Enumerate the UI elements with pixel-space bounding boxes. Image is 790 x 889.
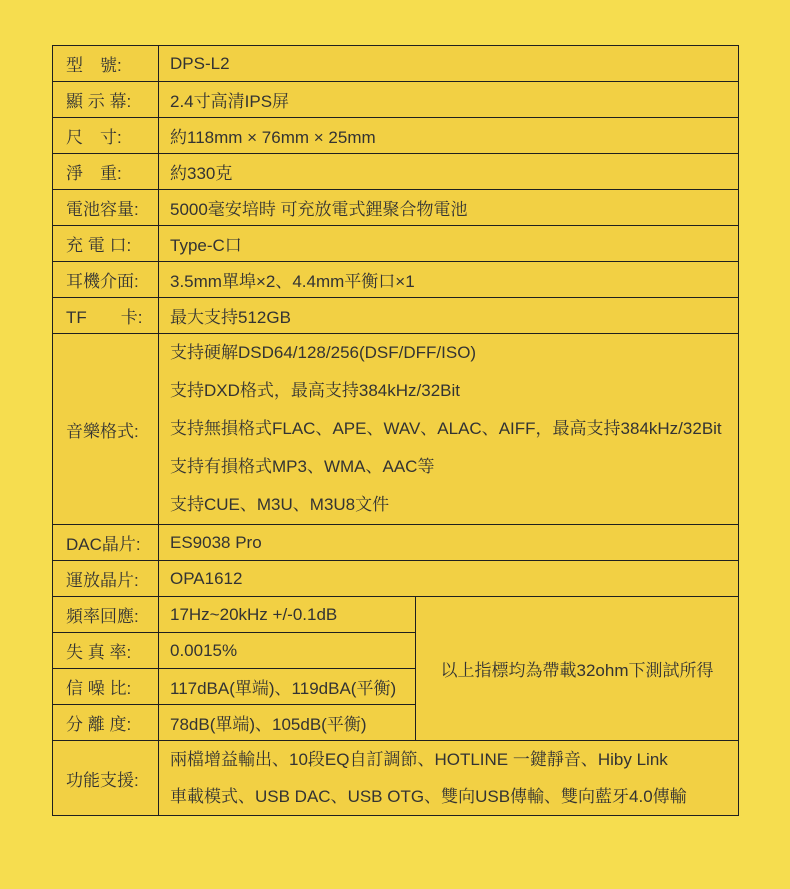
label-distortion: 失 真 率: — [53, 633, 159, 669]
value-frequency-response: 17Hz~20kHz +/-0.1dB — [159, 597, 416, 633]
value-battery: 5000毫安培時 可充放電式鋰聚合物電池 — [159, 190, 739, 226]
spec-row-opamp-chip — [53, 561, 739, 597]
functions-line: 兩檔增益輸出、10段EQ自訂調節、HOTLINE 一鍵靜音、Hiby Link — [170, 750, 668, 769]
label-weight: 淨 重: — [53, 154, 159, 190]
label-music-format: 音樂格式: — [53, 334, 159, 525]
spec-table — [52, 45, 739, 816]
spec-row-frequency-response — [53, 597, 739, 633]
value-separation: 78dB(單端)、105dB(平衡) — [159, 705, 416, 741]
label-functions: 功能支援: — [53, 741, 159, 816]
value-weight: 約330克 — [159, 154, 739, 190]
value-opamp-chip: OPA1612 — [159, 561, 739, 597]
value-music-format — [159, 334, 739, 525]
label-model: 型 號: — [53, 46, 159, 82]
value-dac-chip: ES9038 Pro — [159, 525, 739, 561]
spec-row-headphone-jacks — [53, 262, 739, 298]
value-display: 2.4寸高清IPS屏 — [159, 82, 739, 118]
spec-row-display — [53, 82, 739, 118]
spec-row-functions — [53, 741, 739, 816]
label-headphone-jacks: 耳機介面: — [53, 262, 159, 298]
music-format-line: 支持DXD格式，最高支持384kHz/32Bit — [170, 381, 461, 400]
music-format-line: 支持有損格式MP3、WMA、AAC等 — [170, 457, 435, 476]
spec-row-charging-port — [53, 226, 739, 262]
spec-row-tf-card — [53, 298, 739, 334]
value-charging-port: Type-C口 — [159, 226, 739, 262]
spec-row-weight — [53, 154, 739, 190]
music-format-line: 支持硬解DSD64/128/256(DSF/DFF/ISO) — [170, 343, 477, 362]
label-frequency-response: 頻率回應: — [53, 597, 159, 633]
value-model: DPS-L2 — [159, 46, 739, 82]
spec-row-battery — [53, 190, 739, 226]
value-headphone-jacks: 3.5mm單埠×2、4.4mm平衡口×1 — [159, 262, 739, 298]
music-format-line: 支持CUE、M3U、M3U8文件 — [170, 495, 390, 514]
value-distortion: 0.0015% — [159, 633, 416, 669]
spec-row-music-format — [53, 334, 739, 525]
spec-row-dimensions — [53, 118, 739, 154]
value-snr: 117dBA(單端)、119dBA(平衡) — [159, 669, 416, 705]
label-display: 顯 示 幕: — [53, 82, 159, 118]
value-dimensions: 約118mm × 76mm × 25mm — [159, 118, 739, 154]
label-charging-port: 充 電 口: — [53, 226, 159, 262]
measurement-note: 以上指標均為帶載32ohm下測試所得 — [416, 597, 739, 741]
value-functions — [159, 741, 739, 816]
label-battery: 電池容量: — [53, 190, 159, 226]
spec-row-model — [53, 46, 739, 82]
functions-line: 車載模式、USB DAC、USB OTG、雙向USB傳輸、雙向藍牙4.0傳輸 — [170, 787, 687, 806]
label-opamp-chip: 運放晶片: — [53, 561, 159, 597]
label-tf-card: TF 卡: — [53, 298, 159, 334]
music-format-line: 支持無損格式FLAC、APE、WAV、ALAC、AIFF，最高支持384kHz/32Bit — [170, 419, 722, 438]
label-dimensions: 尺 寸: — [53, 118, 159, 154]
label-dac-chip: DAC晶片: — [53, 525, 159, 561]
value-tf-card: 最大支持512GB — [159, 298, 739, 334]
label-separation: 分 離 度: — [53, 705, 159, 741]
spec-row-dac-chip — [53, 525, 739, 561]
label-snr: 信 噪 比: — [53, 669, 159, 705]
